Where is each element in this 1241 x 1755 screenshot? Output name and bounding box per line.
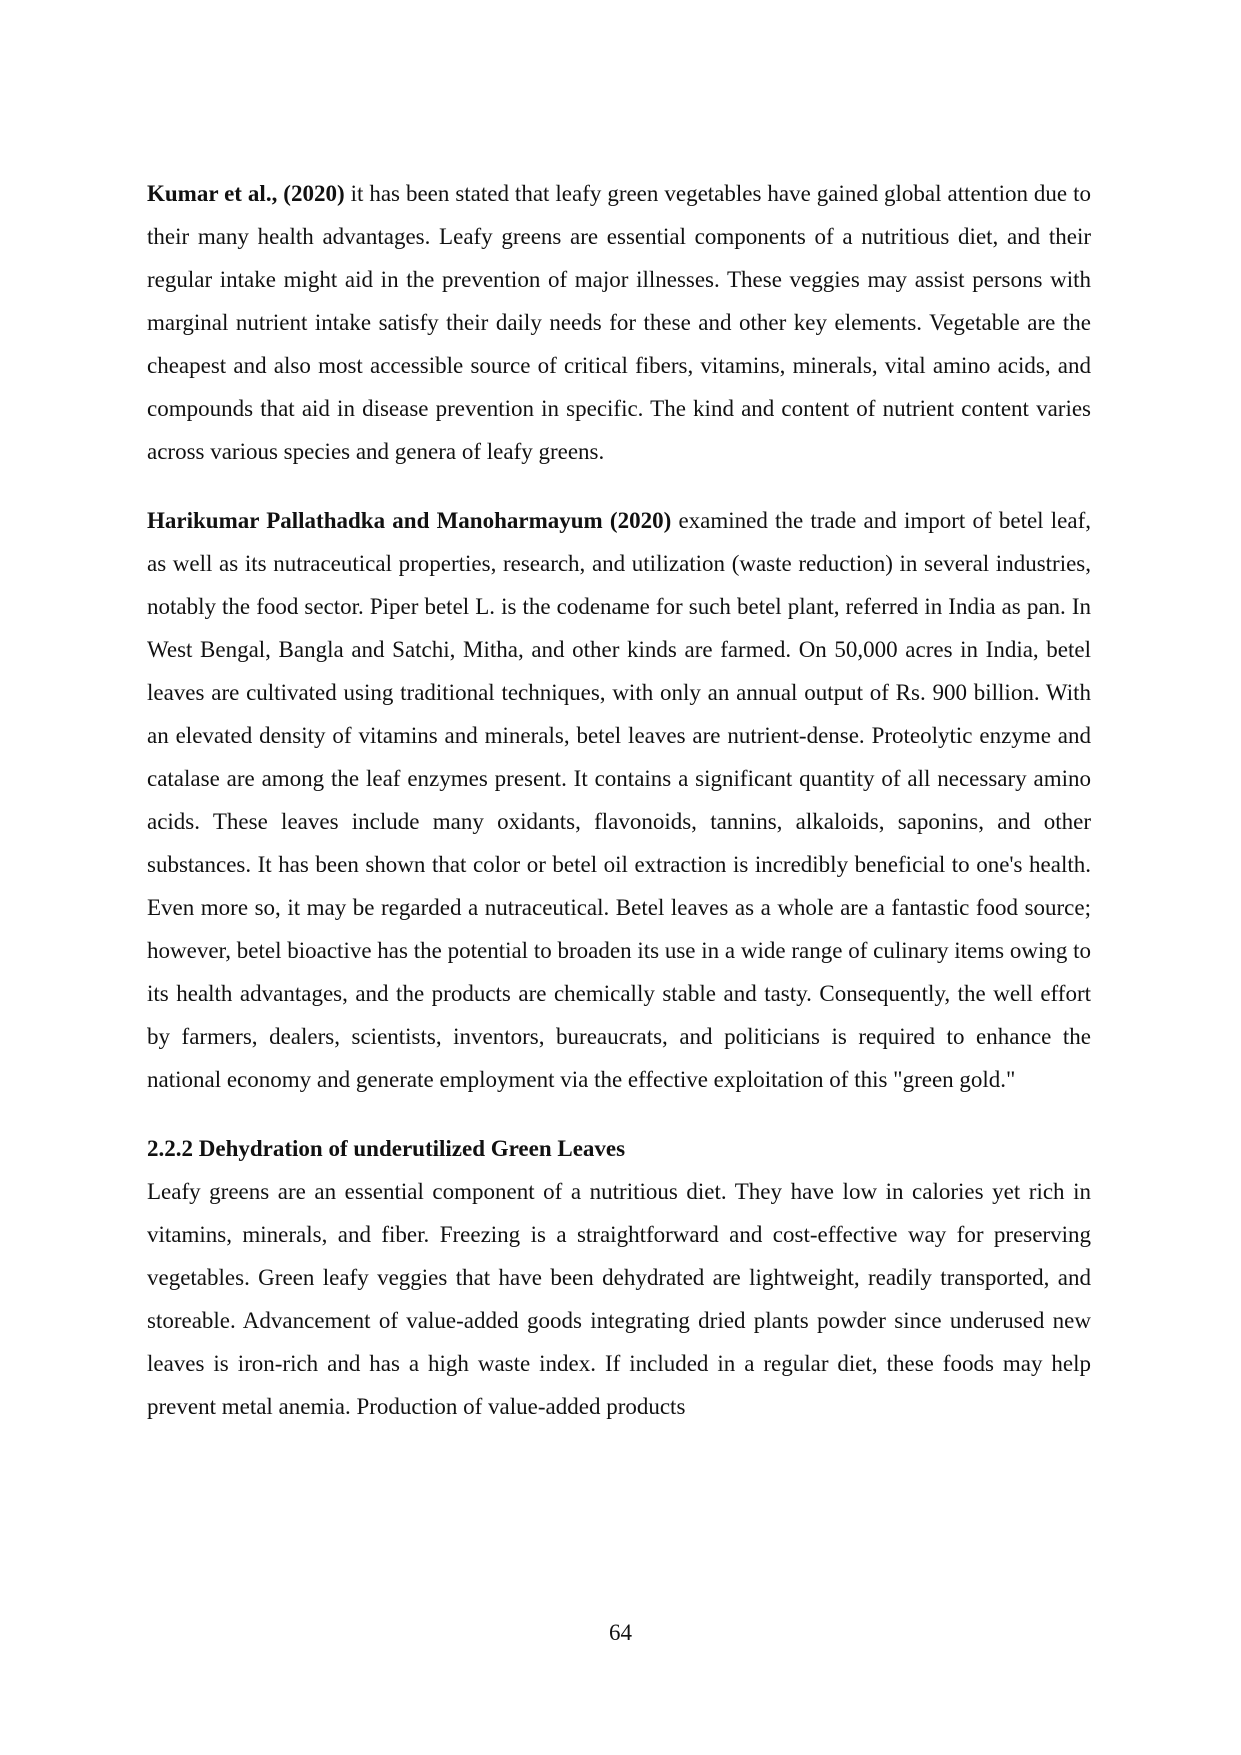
paragraph-harikumar-text: examined the trade and import of betel leaf, as well as its nutraceutical properties, research, and utilization (waste reduction) in several industries, notably the food sector. Piper betel L. is the codename for such betel plant, referred in India as pan. In West Bengal, Bangla and Satchi, Mitha, and other kinds are farmed. On 50,000 acres in India, betel leaves are cultivated using traditional techniques, with only an annual output of Rs. 900 billion. With an elevated density of vitamins and minerals, betel leaves are nutrient-dense. Proteolytic enzyme and catalase are among the leaf enzymes present. It contains a significant quantity of all necessary amino acids. These leaves include many oxidants, flavonoids, tannins, alkaloids, saponins, and other substances. It has been shown that color or betel oil extraction is incredibly beneficial to one's health. Even more so, it may be regarded a nutraceutical. Betel leaves as a whole are a fantastic food source; however, betel bioactive has the potential to broaden its use in a wide range of culinary items owing to its health advantages, and the products are chemically stable and tasty. Consequently, the well effort by farmers, dealers, scientists, inventors, bureaucrats, and politicians is required to enhance the national economy and generate employment via the effective exploitation of this "green gold." — [147, 508, 1091, 1092]
paragraph-harikumar — [147, 499, 1091, 1101]
paragraph-kumar-text: it has been stated that leafy green vegetables have gained global attention due to their many health advantages. Leafy greens are essential components of a nutritious diet, and their regular intake might aid in the prevention of major illnesses. These veggies may assist persons with marginal nutrient intake satisfy their daily needs for these and other key elements. Vegetable are the cheapest and also most accessible source of critical fibers, vitamins, minerals, vital amino acids, and compounds that aid in disease prevention in specific. The kind and content of nutrient content varies across various species and genera of leafy greens. — [147, 181, 1091, 464]
page-number: 64 — [609, 1620, 632, 1645]
section-heading: 2.2.2 Dehydration of underutilized Green Leaves — [147, 1136, 626, 1161]
citation-kumar: Kumar et al., (2020) — [147, 181, 345, 206]
page-body — [147, 172, 1091, 1428]
citation-harikumar: Harikumar Pallathadka and Manoharmayum (2020) — [147, 508, 672, 533]
section-paragraph: Leafy greens are an essential component of a nutritious diet. They have low in calories yet rich in vitamins, minerals, and fiber. Freezing is a straightforward and cost-effective way for preserving vegetables. Green leafy veggies that have been dehydrated are lightweight, readily transported, and storeable. Advancement of value-added goods integrating dried plants powder since underused new leaves is iron-rich and has a high waste index. If included in a regular diet, these foods may help prevent metal anemia. Production of value-added products — [147, 1179, 1091, 1419]
paragraph-kumar — [147, 172, 1091, 473]
